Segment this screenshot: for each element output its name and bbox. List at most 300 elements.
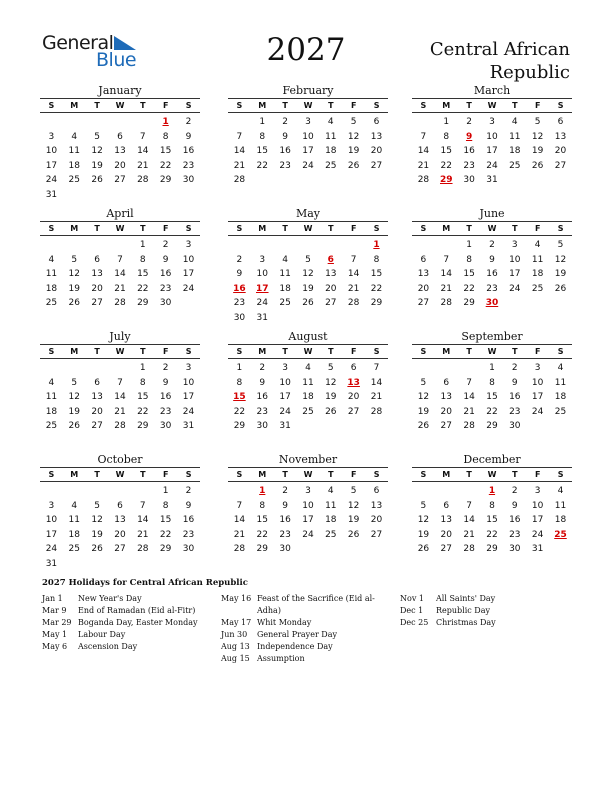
day-cell: 21 [463, 406, 475, 417]
day-cell: 28 [233, 175, 246, 185]
day-cell: 30 [279, 544, 291, 554]
day-cell: 16 [279, 146, 291, 156]
month-june [412, 207, 572, 311]
month-august [228, 330, 388, 434]
day-cell: 9 [236, 269, 243, 279]
day-cell: 22 [440, 160, 452, 171]
day-cell: 2 [489, 240, 495, 250]
logo-word-general: General [42, 32, 114, 54]
day-cell: 25 [45, 298, 58, 308]
holiday-date: Dec 1 [400, 606, 424, 615]
weekday-label: S [557, 224, 564, 233]
day-cell: 15 [159, 146, 172, 156]
day-cell: 24 [256, 298, 268, 308]
day-cell: 27 [325, 298, 337, 308]
page-header [0, 0, 612, 90]
day-cell: 8 [489, 377, 495, 388]
weekday-label: W [487, 470, 497, 479]
day-cell: 24 [182, 283, 195, 294]
day-cell: 25 [325, 160, 337, 171]
weekday-label: F [534, 224, 541, 233]
empty-day-cell [40, 361, 63, 376]
day-cell: 19 [554, 269, 567, 279]
day-cell: 4 [327, 486, 334, 496]
empty-day-cell [342, 238, 365, 253]
day-cell: 10 [45, 146, 58, 156]
day-cell: 17 [531, 392, 544, 402]
weekday-label: T [512, 347, 518, 356]
day-cell: 13 [370, 131, 383, 142]
day-cell: 14 [233, 146, 246, 156]
weekday-label: T [512, 224, 518, 233]
day-cell: 19 [68, 283, 80, 294]
day-cell: 27 [370, 529, 383, 540]
weekday-label: W [115, 470, 125, 479]
day-cell: 19 [417, 529, 430, 540]
weekday-label: F [350, 347, 357, 356]
weekday-label: T [466, 347, 472, 356]
holiday-day-cell: 29 [440, 175, 453, 185]
weekday-label: M [70, 347, 79, 356]
day-cell: 14 [370, 377, 383, 388]
month-name: August [288, 330, 328, 343]
weekday-label: T [282, 470, 288, 479]
country-line-2: Republic [489, 62, 570, 83]
day-cell: 31 [45, 189, 58, 200]
day-cell: 21 [370, 392, 383, 402]
day-cell: 6 [557, 117, 564, 127]
day-cell: 17 [509, 269, 521, 279]
holiday-name: Republic Day [436, 606, 490, 615]
day-cell: 21 [440, 283, 452, 294]
day-cell: 13 [370, 500, 383, 511]
day-cell: 20 [91, 283, 103, 294]
empty-day-cell [86, 238, 109, 253]
day-cell: 20 [370, 515, 383, 525]
day-cell: 19 [91, 529, 103, 540]
day-cell: 8 [162, 500, 169, 511]
day-cell: 9 [162, 377, 169, 388]
day-cell: 26 [347, 529, 360, 540]
day-cell: 7 [373, 363, 380, 373]
day-cell: 11 [279, 269, 291, 279]
empty-day-cell [109, 238, 132, 253]
day-cell: 4 [71, 500, 78, 511]
day-cell: 7 [139, 500, 146, 511]
day-cell: 3 [48, 131, 55, 142]
day-cell: 15 [256, 515, 268, 525]
month-name: January [98, 84, 142, 97]
day-cell: 23 [279, 529, 291, 540]
weekday-label: S [48, 470, 55, 479]
day-cell: 11 [531, 254, 544, 265]
day-cell: 19 [302, 283, 314, 294]
holiday-date: Jun 30 [221, 630, 248, 639]
day-cell: 24 [509, 283, 521, 294]
day-cell: 27 [440, 421, 452, 431]
day-cell: 25 [279, 298, 291, 308]
weekday-label: F [162, 224, 169, 233]
day-cell: 26 [554, 283, 567, 294]
weekday-label: S [557, 101, 564, 110]
weekday-label: F [162, 470, 169, 479]
month-name: July [109, 330, 131, 343]
day-cell: 4 [557, 363, 564, 373]
day-cell: 14 [233, 515, 246, 525]
day-cell: 3 [511, 240, 518, 250]
day-cell: 10 [531, 500, 544, 511]
day-cell: 16 [159, 392, 172, 402]
day-cell: 21 [463, 529, 475, 540]
day-cell: 5 [71, 377, 78, 388]
day-cell: 9 [489, 254, 495, 265]
day-cell: 15 [486, 515, 498, 525]
day-cell: 30 [509, 544, 521, 554]
day-cell: 11 [509, 131, 521, 142]
day-cell: 23 [233, 298, 246, 308]
weekday-label: T [466, 470, 472, 479]
day-cell: 27 [91, 421, 103, 431]
empty-day-cell [40, 484, 63, 499]
weekday-label: M [258, 101, 267, 110]
day-cell: 18 [68, 529, 80, 540]
holiday-name: New Year's Day [78, 594, 142, 603]
holiday-date: Mar 9 [42, 606, 67, 615]
day-cell: 9 [185, 131, 192, 142]
holiday-item [42, 593, 198, 605]
holiday-day-cell: 16 [233, 283, 246, 294]
empty-day-cell [109, 115, 132, 130]
day-cell: 16 [159, 269, 172, 279]
holiday-day-cell: 13 [347, 377, 360, 388]
day-cell: 18 [531, 269, 544, 279]
day-cell: 20 [114, 529, 126, 540]
empty-day-cell [109, 361, 132, 376]
day-grid [228, 361, 388, 434]
day-cell: 20 [440, 529, 452, 540]
day-cell: 10 [279, 377, 291, 388]
day-cell: 22 [463, 283, 475, 294]
country-name [430, 38, 570, 84]
day-cell: 19 [68, 406, 80, 417]
holiday-list-title: 2027 Holidays for Central African Republic [42, 578, 248, 588]
day-cell: 14 [114, 269, 126, 279]
day-cell: 15 [440, 146, 452, 156]
day-cell: 7 [236, 131, 243, 142]
day-cell: 22 [486, 529, 498, 540]
holiday-item [42, 629, 198, 641]
day-cell: 3 [534, 363, 541, 373]
day-cell: 13 [417, 269, 430, 279]
weekday-label: S [420, 101, 427, 110]
empty-day-cell [40, 115, 63, 130]
day-cell: 8 [162, 131, 169, 142]
day-cell: 15 [159, 515, 172, 525]
day-cell: 3 [282, 363, 288, 373]
day-cell: 17 [182, 392, 195, 402]
day-grid [40, 115, 200, 202]
weekday-label: S [373, 347, 380, 356]
day-cell: 29 [486, 544, 498, 554]
weekday-label: F [534, 101, 541, 110]
empty-day-cell [412, 484, 435, 499]
day-cell: 19 [531, 146, 544, 156]
weekday-label: M [258, 224, 267, 233]
day-cell: 31 [182, 421, 195, 431]
month-name: December [463, 453, 521, 466]
day-cell: 24 [302, 160, 314, 171]
day-cell: 1 [139, 240, 146, 250]
day-cell: 6 [420, 254, 427, 265]
weekday-label: S [236, 470, 243, 479]
day-cell: 15 [463, 269, 475, 279]
holiday-day-cell: 25 [554, 529, 567, 540]
day-cell: 11 [68, 146, 80, 156]
day-cell: 11 [68, 515, 80, 525]
day-cell: 25 [68, 544, 80, 554]
weekday-label: T [94, 224, 100, 233]
day-cell: 4 [327, 117, 334, 127]
day-cell: 31 [531, 544, 544, 554]
holiday-date: Aug 13 [221, 642, 250, 651]
weekday-label: S [420, 470, 427, 479]
day-cell: 25 [45, 421, 58, 431]
day-cell: 27 [417, 298, 430, 308]
empty-day-cell [412, 238, 435, 253]
holiday-day-cell: 30 [485, 298, 499, 308]
month-name: May [295, 207, 321, 220]
month-april [40, 207, 200, 311]
day-cell: 24 [531, 406, 544, 417]
holiday-item [42, 617, 198, 629]
month-name: June [479, 207, 505, 220]
day-cell: 17 [531, 515, 544, 525]
day-cell: 22 [256, 160, 268, 171]
day-cell: 3 [534, 486, 541, 496]
day-cell: 30 [463, 175, 475, 185]
day-cell: 18 [554, 515, 567, 525]
day-cell: 25 [509, 160, 521, 171]
day-cell: 28 [370, 406, 383, 417]
empty-day-cell [458, 484, 481, 499]
day-cell: 30 [159, 298, 172, 308]
day-cell: 23 [463, 160, 475, 171]
empty-day-cell [251, 238, 274, 253]
day-cell: 16 [509, 515, 521, 525]
empty-day-cell [63, 361, 86, 376]
weekday-label: F [534, 347, 541, 356]
empty-day-cell [63, 238, 86, 253]
day-cell: 26 [417, 544, 430, 554]
weekday-label: T [328, 470, 334, 479]
weekday-label: S [48, 224, 55, 233]
day-cell: 19 [347, 146, 360, 156]
holiday-item [221, 641, 377, 653]
day-cell: 9 [185, 500, 192, 511]
empty-day-cell [63, 115, 86, 130]
day-cell: 7 [117, 377, 123, 388]
month-september [412, 330, 572, 434]
weekday-label: S [185, 101, 192, 110]
weekday-label: T [282, 224, 288, 233]
day-cell: 18 [325, 146, 337, 156]
day-cell: 10 [509, 254, 521, 265]
day-cell: 5 [350, 486, 357, 496]
empty-day-cell [297, 238, 320, 253]
day-cell: 13 [325, 269, 337, 279]
day-cell: 9 [511, 377, 518, 388]
day-cell: 21 [347, 283, 360, 294]
day-grid [228, 115, 388, 188]
day-cell: 28 [114, 421, 126, 431]
weekday-header [412, 467, 572, 482]
holiday-date: Aug 15 [221, 654, 250, 663]
day-grid [40, 238, 200, 311]
weekday-label: M [70, 224, 79, 233]
day-cell: 14 [137, 146, 149, 156]
weekday-label: S [420, 347, 427, 356]
day-cell: 23 [509, 406, 521, 417]
day-cell: 1 [162, 486, 169, 496]
day-cell: 26 [68, 298, 80, 308]
weekday-label: T [140, 101, 146, 110]
holiday-item [221, 593, 377, 617]
holiday-name: Assumption [257, 654, 305, 663]
day-cell: 27 [370, 160, 383, 171]
day-cell: 10 [531, 377, 544, 388]
weekday-label: T [140, 347, 146, 356]
day-cell: 5 [305, 254, 311, 265]
empty-day-cell [412, 361, 435, 376]
weekday-header [40, 344, 200, 359]
day-cell: 15 [486, 392, 498, 402]
day-cell: 26 [302, 298, 314, 308]
weekday-header [228, 344, 388, 359]
day-cell: 29 [463, 298, 475, 308]
empty-day-cell [228, 115, 251, 130]
empty-day-cell [40, 238, 63, 253]
day-cell: 4 [48, 254, 55, 265]
day-cell: 18 [325, 515, 337, 525]
day-cell: 2 [162, 363, 169, 373]
holiday-date: Jan 1 [42, 594, 63, 603]
weekday-header [228, 98, 388, 113]
day-cell: 23 [182, 529, 195, 540]
holiday-date: May 1 [42, 630, 68, 639]
day-cell: 11 [325, 131, 337, 142]
weekday-label: S [420, 224, 427, 233]
day-cell: 8 [373, 254, 380, 265]
holiday-date: May 17 [221, 618, 252, 627]
day-cell: 21 [233, 529, 246, 540]
day-cell: 12 [68, 269, 80, 279]
holiday-name: Feast of the Sacrifice (Eid al-Adha) [257, 594, 375, 615]
empty-day-cell [435, 238, 458, 253]
day-cell: 8 [139, 254, 146, 265]
holiday-day-cell: 1 [162, 117, 169, 127]
weekday-label: M [258, 347, 267, 356]
holiday-list [42, 578, 582, 663]
weekday-label: T [466, 224, 472, 233]
empty-day-cell [458, 361, 481, 376]
weekday-header [40, 221, 200, 236]
day-cell: 5 [420, 377, 427, 388]
empty-day-cell [228, 238, 251, 253]
day-cell: 12 [417, 392, 430, 402]
day-cell: 27 [554, 160, 567, 171]
day-cell: 5 [350, 117, 357, 127]
day-cell: 6 [443, 500, 450, 511]
day-cell: 3 [185, 363, 192, 373]
day-cell: 23 [279, 160, 291, 171]
day-cell: 30 [182, 175, 195, 185]
day-cell: 31 [45, 558, 58, 569]
day-cell: 4 [282, 254, 288, 265]
weekday-label: W [115, 101, 125, 110]
weekday-label: S [557, 470, 564, 479]
weekday-label: S [557, 347, 564, 356]
day-cell: 31 [279, 421, 291, 431]
weekday-label: T [328, 224, 334, 233]
day-grid [412, 115, 572, 188]
day-cell: 1 [259, 117, 266, 127]
day-cell: 15 [256, 146, 268, 156]
day-cell: 23 [486, 283, 498, 294]
month-december [412, 453, 572, 557]
month-name: March [473, 84, 511, 97]
day-cell: 22 [137, 283, 149, 294]
day-cell: 30 [159, 421, 172, 431]
weekday-label: W [303, 224, 313, 233]
day-cell: 18 [554, 392, 567, 402]
day-cell: 21 [233, 160, 246, 171]
weekday-label: W [487, 347, 497, 356]
day-cell: 5 [420, 500, 427, 511]
year-title: 2027 [266, 32, 346, 68]
weekday-header [412, 98, 572, 113]
empty-day-cell [131, 484, 154, 499]
day-cell: 20 [114, 160, 126, 171]
holiday-day-cell: 1 [373, 240, 380, 250]
holiday-day-cell: 1 [259, 486, 266, 496]
holiday-item [42, 641, 198, 653]
day-cell: 21 [137, 529, 149, 540]
holiday-item [400, 617, 556, 629]
weekday-label: W [487, 224, 497, 233]
weekday-label: M [442, 470, 451, 479]
day-cell: 24 [45, 544, 58, 554]
day-cell: 10 [182, 377, 195, 388]
day-cell: 9 [511, 500, 518, 511]
month-may [228, 207, 388, 325]
day-cell: 20 [91, 406, 103, 417]
day-cell: 14 [114, 392, 126, 402]
day-cell: 20 [440, 406, 452, 417]
day-cell: 23 [509, 529, 521, 540]
weekday-label: M [442, 224, 451, 233]
day-cell: 20 [370, 146, 383, 156]
day-cell: 9 [282, 131, 288, 142]
month-name: October [97, 453, 143, 466]
holiday-item [221, 629, 377, 641]
day-cell: 19 [417, 406, 430, 417]
day-cell: 5 [71, 254, 78, 265]
day-cell: 16 [509, 392, 521, 402]
empty-day-cell [274, 238, 297, 253]
day-cell: 26 [91, 544, 103, 554]
day-cell: 1 [139, 363, 146, 373]
month-november [228, 453, 388, 557]
